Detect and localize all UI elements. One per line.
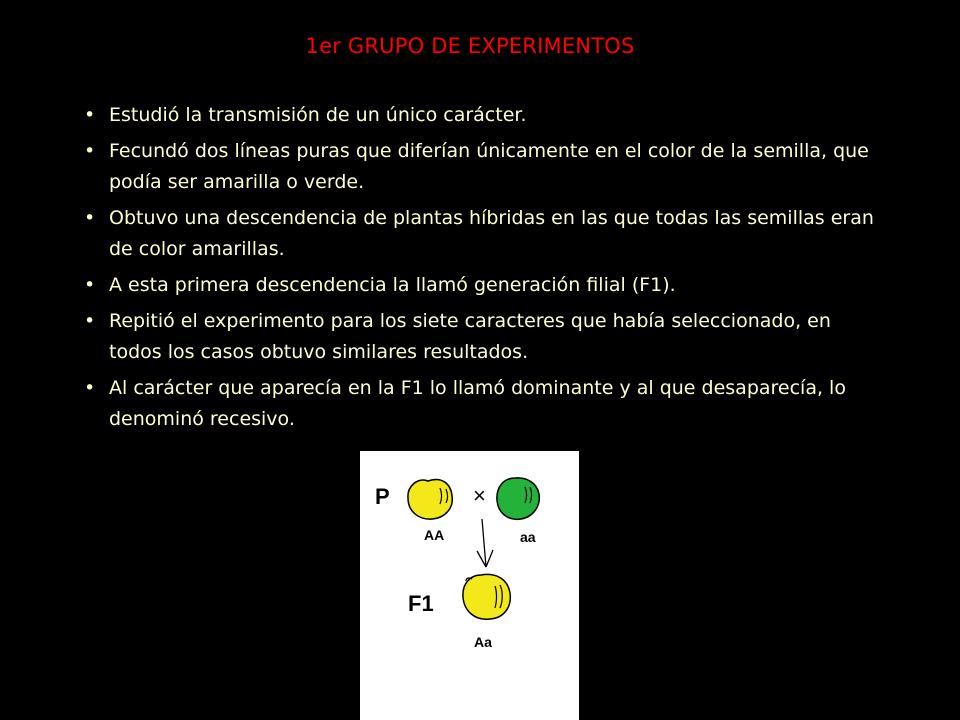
bullet-item — [84, 373, 874, 435]
cross-diagram-svg — [360, 451, 579, 720]
bullet-item — [84, 136, 874, 198]
bullet-item — [84, 270, 874, 301]
bullet-icon: • — [84, 104, 96, 126]
parent1-genotype: AA — [424, 527, 445, 543]
bullet-text: Repitió el experimento para los siete caracteres que había seleccionado, en todos los casos obtuvo similares resultados. — [109, 310, 831, 363]
green-seed-parent-icon — [497, 478, 539, 519]
parent-generation-label: P — [375, 484, 390, 509]
bullet-item — [84, 203, 874, 265]
bullet-text: A esta primera descendencia la llamó generación filial (F1). — [109, 274, 676, 296]
bullet-icon: • — [84, 274, 96, 296]
bullet-icon: • — [84, 377, 96, 399]
bullet-text: Fecundó dos líneas puras que diferían únicamente en el color de la semilla, que podía ser amarilla o verde. — [109, 140, 869, 193]
yellow-seed-offspring-icon — [463, 574, 510, 619]
bullet-list — [84, 100, 874, 440]
cross-symbol: × — [473, 483, 486, 508]
yellow-seed-parent-icon — [408, 479, 452, 519]
arrow-down-icon — [477, 519, 493, 567]
bullet-icon: • — [84, 207, 96, 229]
bullet-icon: • — [84, 310, 96, 332]
bullet-text: Al carácter que aparecía en la F1 lo llamó dominante y al que desaparecía, lo denominó recesivo. — [109, 377, 846, 430]
cross-diagram — [360, 451, 579, 720]
bullet-item — [84, 306, 874, 368]
bullet-icon: • — [84, 140, 96, 162]
parent2-genotype: aa — [520, 529, 536, 545]
f1-generation-label: F1 — [408, 591, 434, 616]
bullet-item — [84, 100, 874, 131]
slide-title: 1er GRUPO DE EXPERIMENTOS — [305, 34, 635, 58]
offspring-genotype: Aa — [474, 634, 492, 650]
bullet-text: Obtuvo una descendencia de plantas híbridas en las que todas las semillas eran de color amarillas. — [109, 207, 874, 260]
bullet-text: Estudió la transmisión de un único carácter. — [109, 104, 527, 126]
